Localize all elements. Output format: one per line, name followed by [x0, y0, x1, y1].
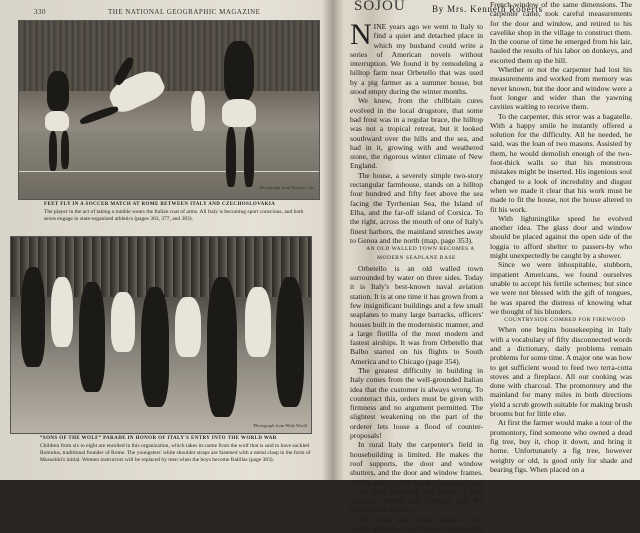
parade-photo	[10, 236, 312, 434]
player-left-leg	[61, 131, 69, 169]
byline: By Mrs. Kenneth Roberts	[432, 4, 543, 14]
paragraph: Since we were inhospitable, stubborn, impatient Americans, we found ourselves unable to accept his fertile schemes; but since we were not blessed with the gift of tongues, he was spared the distress of knowing what we thought of his blunders.	[490, 260, 632, 316]
article-column-1	[350, 18, 483, 533]
paragraph: In rural Italy the carpenter's field in housebuilding is limited. He makes the roof supports, the door and window shutters, and the door and window frames. All the rest is in the hands of masons, even to the final plastering and tinting of wall surfaces, outside and without, and the laying of tiled floors.	[350, 440, 483, 515]
child-figure	[141, 287, 169, 407]
running-head	[34, 8, 324, 20]
child-figure	[245, 287, 271, 357]
photo-credit: Photograph from Wide World	[253, 423, 307, 428]
player-left-leg	[49, 131, 57, 171]
player-right-torso	[224, 41, 254, 101]
child-figure	[79, 282, 105, 392]
paragraph: Orbetello is an old walled town surrounded by water on three sides. Today it is Italy's best-known naval aviation station. It is at one time it has grown from a few insignificant buildings and a few small seaplanes to many large barracks, officers' houses built in the modernistic manner, and a large flotilla of the most modern and fastest airships. It was from Orbetello that Balbo started on his flights to South America and to Chicago (page 354).	[350, 263, 483, 366]
article-column-2	[490, 0, 632, 474]
player-background	[191, 91, 205, 131]
player-left-torso	[47, 71, 69, 111]
photo-credit: Photograph from Pictures, Inc.	[259, 185, 315, 190]
paragraph: The greatest difficulty in building in Italy comes from the well-grounded Italian idea that the customer is always wrong. To counteract this, orders must be given with firmness and no argument permitted. The slightest weakening on the part of the orderer lets loose a flood of counter-proposals!	[350, 365, 483, 441]
player-right-leg	[244, 127, 254, 187]
article-title: SOJOU	[354, 0, 406, 14]
field-line	[19, 171, 319, 172]
section-subhead: AN OLD WALLED TOWN BECOMES A MODERN SEAPLANE BASE	[366, 246, 475, 262]
child-figure	[207, 277, 237, 417]
paragraph: French window of the same dimensions. The carpenter came, took careful measurements for the door and window, and retired to his cavelike shop in the village to construct them. In the course of time he emerged from his lair, hauled the results of his labor on donkeys, and escorted them up the hill.	[490, 0, 632, 65]
paragraph: When one begins housekeeping in Italy with a vocabulary of fifty disconnected words and a dictionary, daily problems remain problems for some time. A major one was how to get sufficient wood to feed two terra-cotta stoves and a fireplace. All our cooking was done with charcoal. The promontory and the mainland for many miles in both directions yield a scrub growth suitable for making brush brooms but for little else.	[490, 325, 632, 419]
player-right-leg	[226, 127, 236, 187]
player-right-shorts	[222, 99, 256, 127]
paragraph: The house, a severely simple two-story rectangular farmhouse, stands on a hilltop four hundred and fifty feet above the sea facing the Tyrrhenian Sea, the Island of Elba, and the far-off island of Corsica. To the right, across the mouth of one of Italy's finest harbors, the mainland stretches away to Genoa and the north (map, page 353).	[350, 170, 483, 245]
page-number: 330	[34, 8, 46, 16]
opening-paragraph: NINE years ago we went to Italy to find a quiet and detached place in which my husband could write a series of American novels without interruption. We found it by remodeling a hilltop farm near Orbetello that was used by a pig farmer as a summer house, but stood empty during the winter months.	[350, 18, 483, 97]
photo2-caption-body: Children from six to eight are enrolled in this organization, which takes its name from the wolf that is said to have suckled Romulus, traditional founder of Rome. The youngsters' white shoulder straps are fastened with a metal clasp in the form of Mussolini's initial. Women instructors will be replaced by men when the boys become Balillas (page 383).	[40, 443, 311, 463]
section-subhead: COUNTRYSIDE COMBED FOR FIREWOOD	[504, 317, 626, 324]
photo1-caption-title: FEET FLY IN A SOCCER MATCH AT ROME BETWEEN ITALY AND CZECHOSLOVAKIA	[44, 202, 276, 207]
paragraph: Whether or not the carpenter had lost his measurements and worked from memory was never known, but the door and window were a foot longer and wider than the yawning cavities waiting to receive them.	[490, 65, 632, 112]
drop-cap: N	[350, 18, 372, 51]
paragraph: The living room plans called for one double glass door, and beside it a stationary	[350, 514, 483, 533]
tumbling-player-leg	[79, 104, 119, 125]
child-figure	[111, 292, 135, 352]
paragraph: We knew, from the chilblain cures evolved in the local drugstore, that some bad frost was in a regular brace, the hilltop was not a tropical retreat, but it looked southward over the hills and the sea, and had in it, growing with and weathered stone, the rigorous winter climate of New England.	[350, 96, 483, 171]
child-figure	[276, 277, 304, 407]
photo2-caption-title: “SONS OF THE WOLF” PARADE IN HONOR OF ITALY'S ENTRY INTO THE WORLD WAR	[40, 436, 277, 441]
soccer-photo	[18, 20, 320, 200]
photo1-caption-body: The player in the act of taking a tumble wears the Italian coat of arms. All Italy is becoming sport conscious, and both sexes engage in state-organized athletics (pages 363, 377, and 383).	[44, 209, 304, 222]
player-left-shorts	[45, 111, 69, 131]
child-figure	[51, 277, 73, 347]
magazine-title: THE NATIONAL GEOGRAPHIC MAGAZINE	[108, 8, 261, 16]
right-page	[340, 0, 640, 533]
child-figure	[21, 267, 45, 367]
paragraph: With lightninglike speed he evolved another idea. The glass door and window should be placed against the open side of the loggia to afford shelter to passers-by who might unexpectedly be caught by a shower.	[490, 213, 632, 261]
paragraph: To the carpenter, this error was a bagatelle. With a happy smile he instantly offered a solution for the difficulty. All he needed, he said, was the loan of two masons. Assisted by them, he would demolish enough of the two-foot-thick walls so that his monstrous mistakes might be inserted. His ingenious soul changed to a look of incredulity and disgust when we made it clear that his work must be made to fit the house, not the house altered to fit his work.	[490, 111, 632, 214]
child-figure	[175, 297, 201, 357]
paragraph: At first the farmer would make a tour of the promontory, find someone who owned a dead fig tree, buy it, chop it down, and bring it home. Unfortunately a fig tree, however weighty or old, is good only for shade and bearing figs. When placed on a	[490, 418, 632, 474]
